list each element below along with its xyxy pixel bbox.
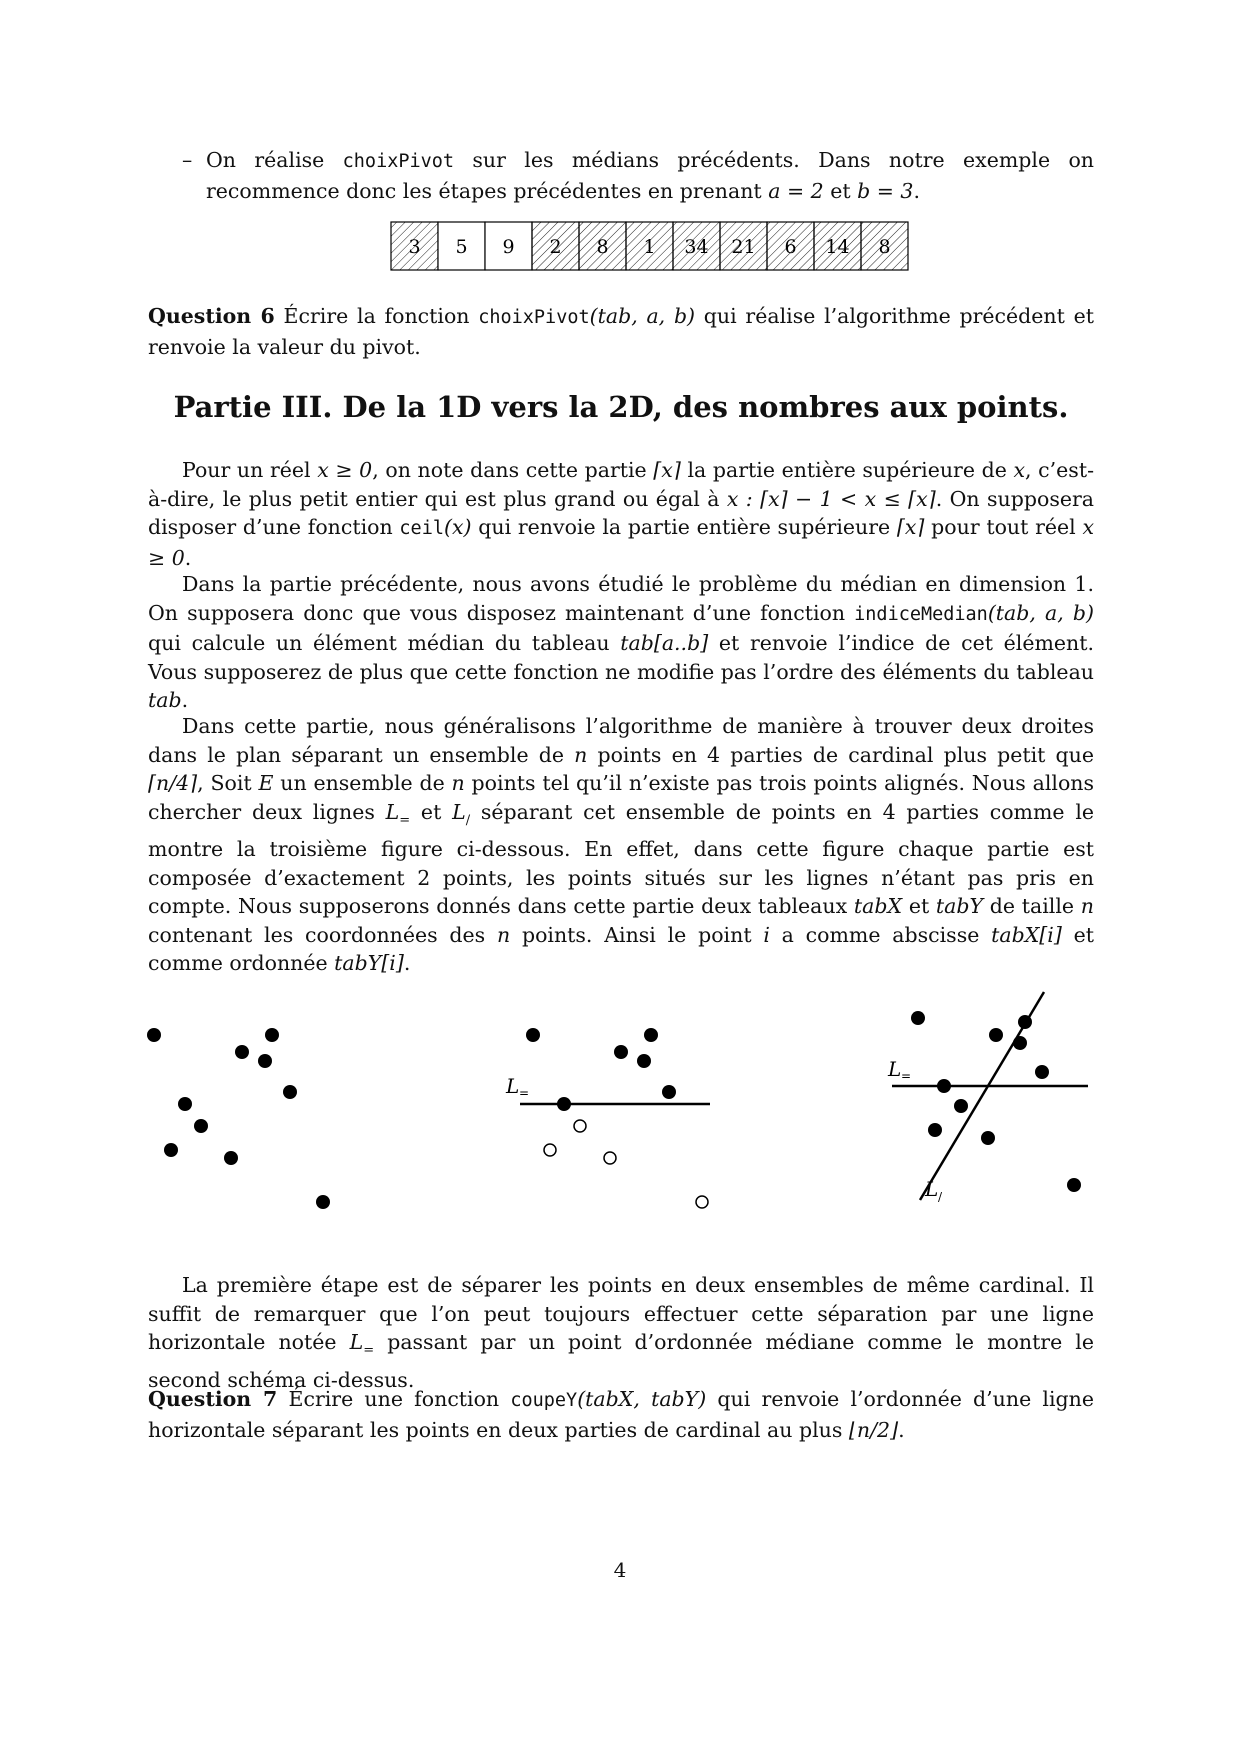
array-cell-value: 8	[878, 236, 891, 258]
array-cell-value: 21	[731, 236, 756, 258]
point	[662, 1085, 676, 1099]
paragraph-first-step: La première étape est de séparer les points en deux ensembles de même cardinal. Il suffit de remarquer que l’on peut toujours effectuer cette séparation par une ligne horizontale notée $L_=$ passant par un point d’ordonnée médiane comme le montre le second schéma ci-dessus.	[148, 1273, 1094, 1392]
array-cell-hatched	[391, 222, 438, 270]
array-cell-value: 5	[455, 236, 468, 258]
hollow-point	[544, 1144, 556, 1156]
point	[981, 1131, 995, 1145]
label-L-eq: L	[888, 1057, 902, 1081]
point	[637, 1054, 651, 1068]
array-strip	[390, 220, 912, 272]
point	[194, 1119, 208, 1133]
label-L-slash-subscript: /	[938, 1190, 943, 1204]
array-cell-hatched	[814, 222, 861, 270]
label-L-slash: L	[925, 1177, 939, 1201]
section-title: Partie III. De la 1D vers la 2D, des nombres aux points.	[173, 390, 1069, 424]
bullet-dash: –	[182, 148, 193, 172]
point	[178, 1097, 192, 1111]
array-cell-value: 3	[408, 236, 421, 258]
hollow-point	[574, 1120, 586, 1132]
point	[526, 1028, 540, 1042]
bullet-item: – On réalise choixPivot sur les médians précédents. Dans notre exemple on recommence donc les étapes précédentes en prenant a = 2 et b = 3.	[182, 148, 1094, 203]
array-cell-value: 6	[784, 236, 797, 258]
code-choixPivot: choixPivot	[342, 151, 455, 172]
point	[644, 1028, 658, 1042]
array-cell-value: 14	[825, 236, 850, 258]
question-7-label: Question 7	[148, 1387, 278, 1411]
label-L-eq-subscript: =	[519, 1086, 530, 1100]
array-cell	[438, 222, 485, 270]
diagram-3-points	[887, 992, 1088, 1204]
array-cell-hatched	[861, 222, 908, 270]
label-L-eq-subscript: =	[901, 1069, 912, 1083]
point	[316, 1195, 330, 1209]
page-number: 4	[613, 1558, 627, 1582]
label-L-eq: L	[506, 1074, 520, 1098]
point	[1018, 1015, 1032, 1029]
paragraph-median: Dans la partie précédente, nous avons étudié le problème du médian en dimension 1. On supposera donc que vous disposez maintenant d’une fonction indiceMedian(tab, a, b) qui calcule un élément médian du tableau tab[a..b] et renvoie l’indice de cet élément. Vous supposerez de plus que cette fonction ne modifie pas l’ordre des éléments du tableau tab.	[148, 572, 1094, 712]
diagram-2-points	[505, 1028, 710, 1208]
point	[1013, 1036, 1027, 1050]
point	[557, 1097, 571, 1111]
point	[147, 1028, 161, 1042]
question-6-label: Question 6	[148, 304, 275, 328]
point	[937, 1079, 951, 1093]
paragraph-generalisation: Dans cette partie, nous généralisons l’algorithme de manière à trouver deux droites dans le plan séparant un ensemble de n points en 4 parties de cardinal plus petit que ⌈n/4⌉, Soit E un ensemble de n points tel qu’il n’existe pas trois points alignés. Nous allons chercher deux lignes $L_=$ et $L_/$ séparant cet ensemble de points en 4 parties comme le montre la troisième figure ci-dessous. En effet, dans cette figure chaque partie est composée d’exactement 2 points, les points situés sur les lignes n’étant pas pris en compte. Nous supposerons donnés dans cette partie deux tableaux tabX et tabY de taille n contenant les coordonnées des n points. Ainsi le point i a comme abscisse tabX[i] et comme ordonnée tabY[i].	[148, 714, 1095, 976]
point	[928, 1123, 942, 1137]
array-cell-hatched	[579, 222, 626, 270]
array-cell-hatched	[767, 222, 814, 270]
question-6: Question 6 Écrire la fonction choixPivot(tab, a, b) qui réalise l’algorithme précédent et renvoie la valeur du pivot.	[148, 304, 1094, 359]
point	[1067, 1178, 1081, 1192]
point-separation-figure	[130, 985, 1110, 1235]
point	[911, 1011, 925, 1025]
point	[283, 1085, 297, 1099]
hollow-point	[604, 1152, 616, 1164]
array-cell-value: 1	[643, 236, 656, 258]
array-cell-hatched	[532, 222, 579, 270]
array-cell	[485, 222, 532, 270]
point	[1035, 1065, 1049, 1079]
paragraph-ceil: Pour un réel x ≥ 0, on note dans cette partie ⌈x⌉ la partie entière supérieure de x, c’est-à-dire, le plus petit entier qui est plus grand ou égal à x : ⌈x⌉ − 1 < x ≤ ⌈x⌉. On supposera disposer d’une fonction ceil(x) qui renvoie la partie entière supérieure ⌈x⌉ pour tout réel x ≥ 0.	[148, 458, 1094, 570]
question-7: Question 7 Écrire une fonction coupeY(tabX, tabY) qui renvoie l’ordonnée d’une ligne horizontale séparant les points en deux parties de cardinal au plus ⌊n/2⌋.	[148, 1387, 1094, 1442]
hollow-point	[696, 1196, 708, 1208]
array-cell-value: 9	[502, 236, 515, 258]
point	[989, 1028, 1003, 1042]
point	[258, 1054, 272, 1068]
array-cell-value: 2	[549, 236, 562, 258]
point	[265, 1028, 279, 1042]
point	[614, 1045, 628, 1059]
point	[235, 1045, 249, 1059]
array-cell-value: 34	[684, 236, 709, 258]
point	[954, 1099, 968, 1113]
diagram-1-points	[147, 1028, 330, 1209]
array-cell-value: 8	[596, 236, 609, 258]
point	[224, 1151, 238, 1165]
array-cell-hatched	[720, 222, 767, 270]
point	[164, 1143, 178, 1157]
array-cell-hatched	[626, 222, 673, 270]
array-cell-hatched	[673, 222, 720, 270]
